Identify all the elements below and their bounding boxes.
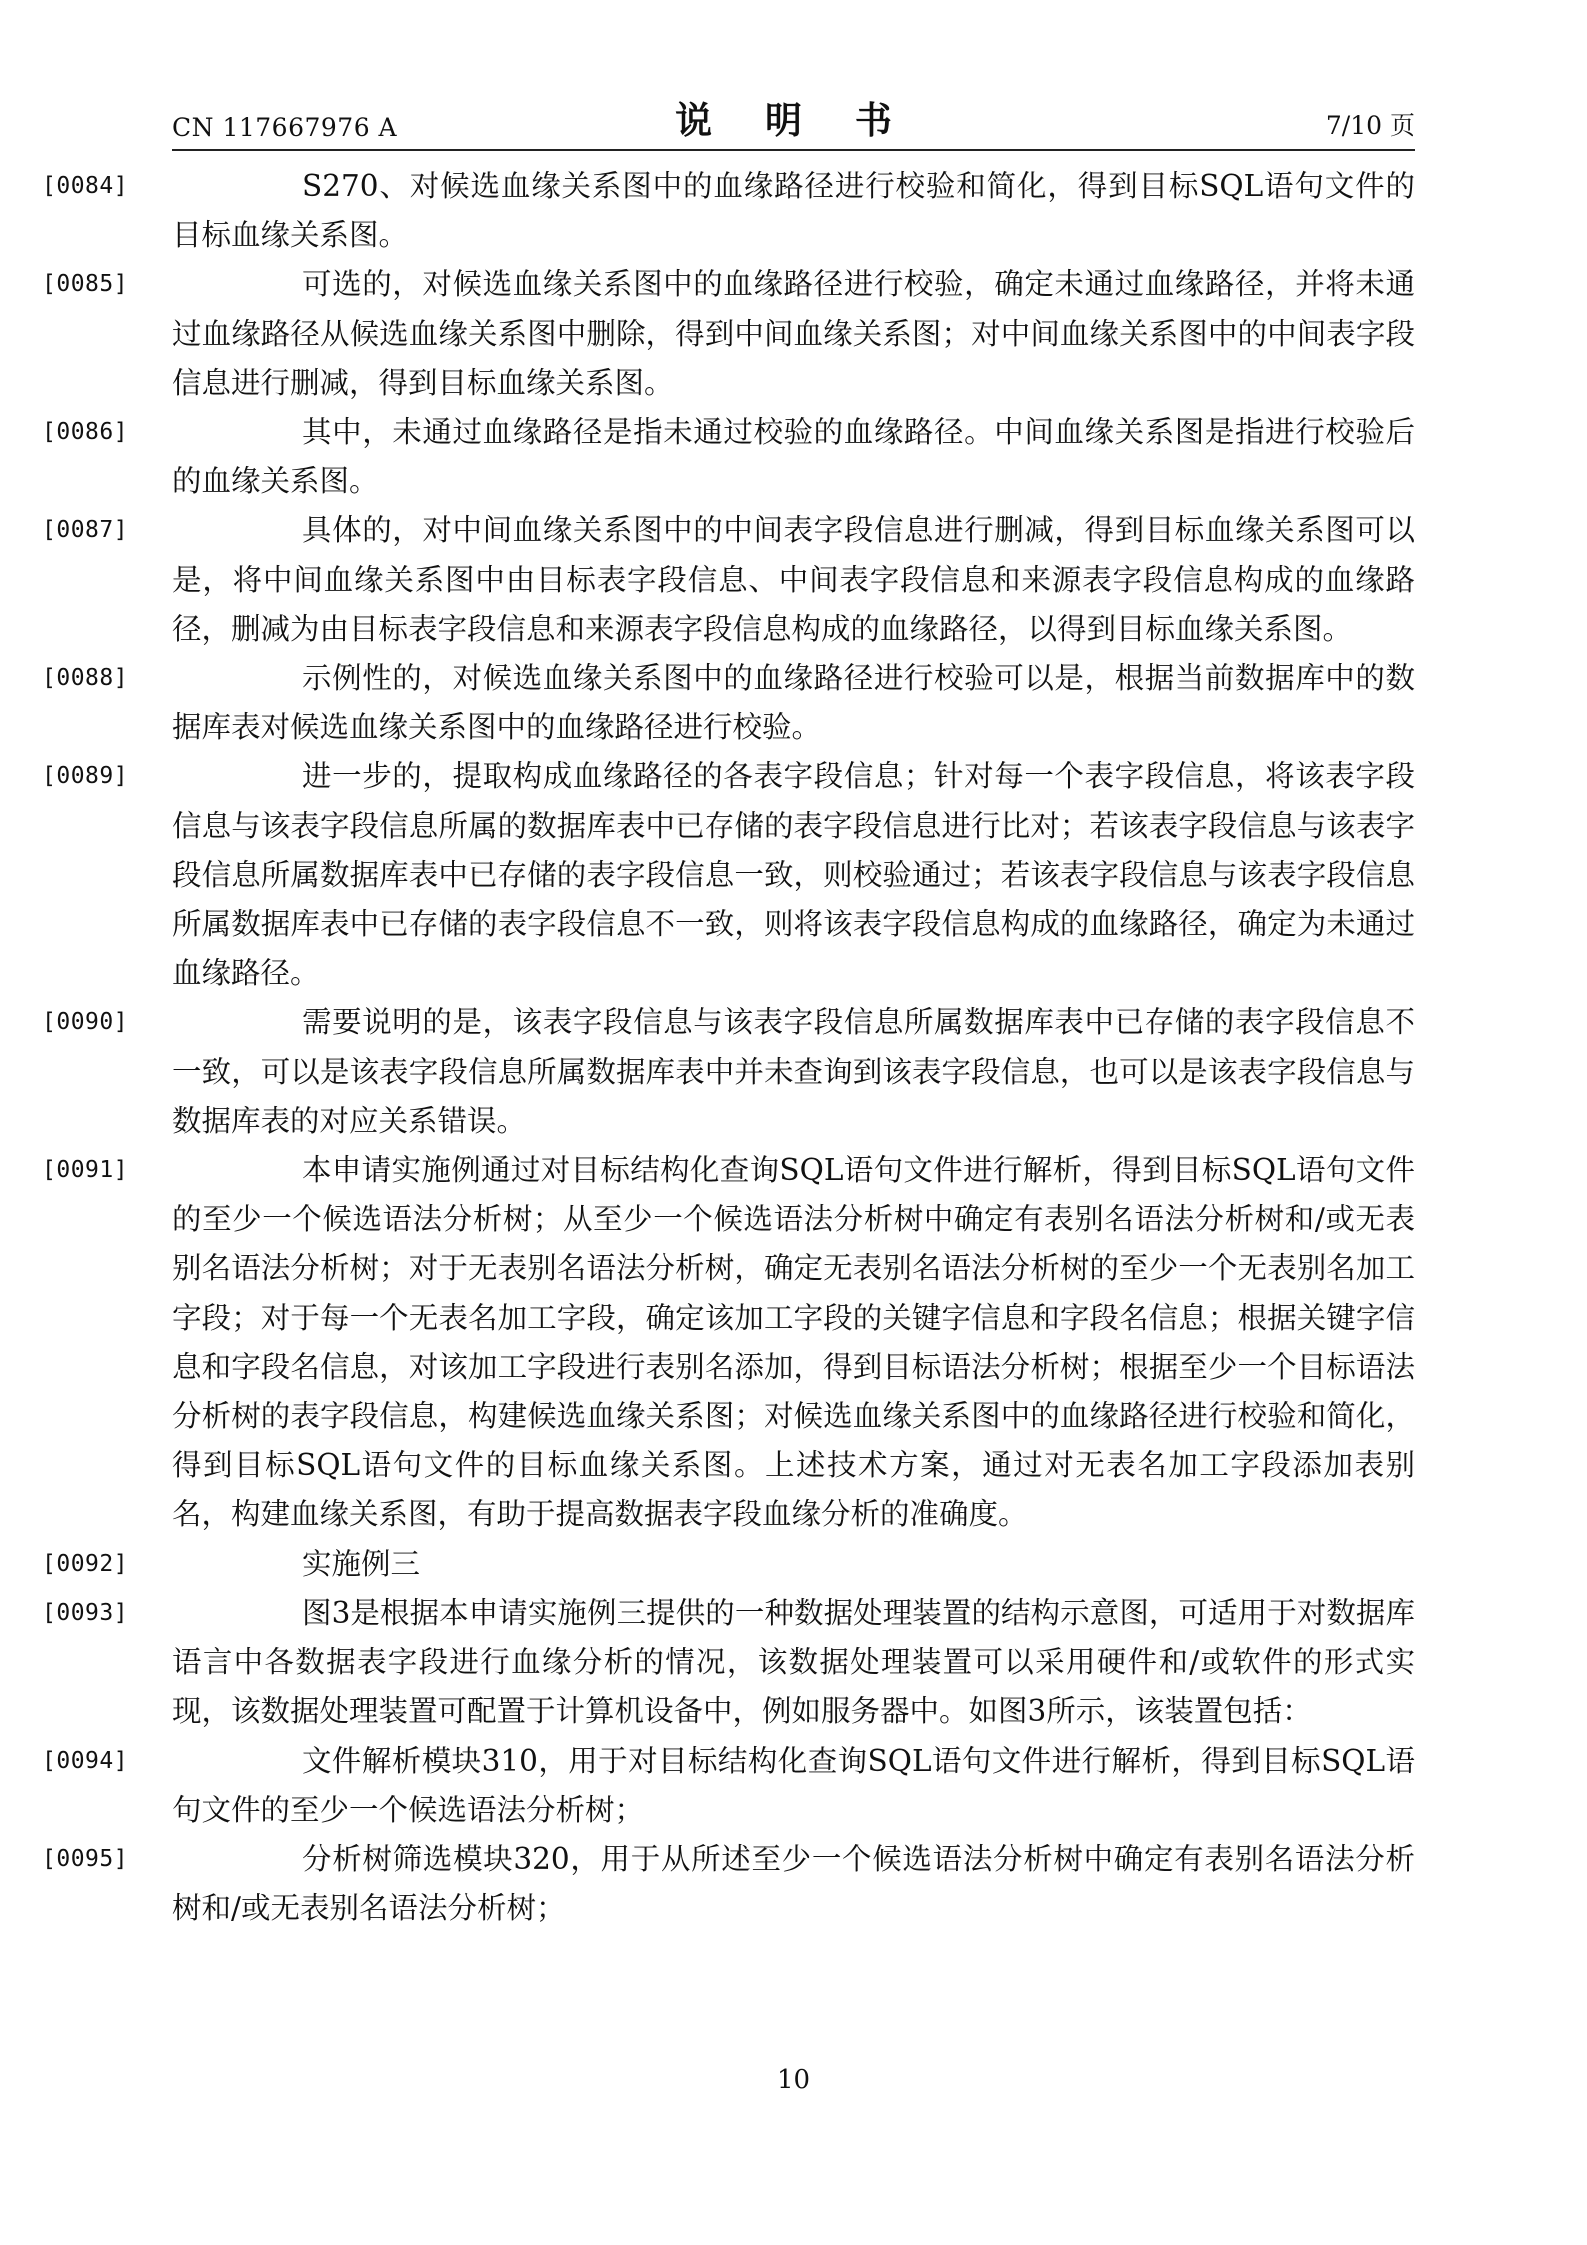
paragraph-number: [0095] (42, 1845, 129, 1872)
paragraph-number: [0087] (42, 517, 129, 544)
paragraph-number: [0090] (42, 1009, 129, 1036)
paragraph-number: [0086] (42, 419, 129, 446)
paragraph-0095 (42, 1835, 1415, 1933)
paragraph-0086 (42, 408, 1415, 506)
paragraph-text: S270、对候选血缘关系图中的血缘路径进行校验和简化，得到目标SQL语句文件的目标血缘关系图。 (172, 169, 1415, 253)
paragraph-text: 示例性的，对候选血缘关系图中的血缘路径进行校验可以是，根据当前数据库中的数据库表对候选血缘关系图中的血缘路径进行校验。 (172, 661, 1415, 745)
paragraph-number: [0085] (42, 271, 129, 298)
paragraph-text: 需要说明的是，该表字段信息与该表字段信息所属数据库表中已存储的表字段信息不一致，可以是该表字段信息所属数据库表中并未查询到该表字段信息，也可以是该表字段信息与数据库表的对应关系错误。 (172, 1005, 1415, 1138)
document-title: 说 明 书 (675, 99, 912, 142)
paragraph-text: 分析树筛选模块320，用于从所述至少一个候选语法分析树中确定有表别名语法分析树和/或无表别名语法分析树； (172, 1841, 1415, 1926)
page-number: 10 (776, 2065, 811, 2095)
paragraph-text: 进一步的，提取构成血缘路径的各表字段信息；针对每一个表字段信息，将该表字段信息与该表字段信息所属的数据库表中已存储的表字段信息进行比对；若该表字段信息与该表字段信息所属数据库表中已存储的表字段信息一致，则校验通过；若该表字段信息与该表字段信息所属数据库表中已存储的表字段信息不一致，则将该表字段信息构成的血缘路径，确定为未通过血缘路径。 (172, 759, 1415, 991)
paragraph-0090 (42, 998, 1415, 1146)
paragraph-text: 具体的，对中间血缘关系图中的中间表字段信息进行删减，得到目标血缘关系图可以是，将中间血缘关系图中由目标表字段信息、中间表字段信息和来源表字段信息构成的血缘路径，删减为由目标表字段信息和来源表字段信息构成的血缘路径，以得到目标血缘关系图。 (172, 513, 1415, 646)
paragraph-number: [0089] (42, 763, 129, 790)
paragraph-number: [0084] (42, 173, 129, 199)
paragraph-0085 (42, 260, 1415, 408)
paragraph-0094 (42, 1737, 1415, 1835)
paragraph-0091 (42, 1146, 1416, 1540)
paragraph-number: [0093] (42, 1599, 129, 1626)
paragraph-0088 (42, 654, 1415, 752)
paragraph-number: [0094] (42, 1747, 129, 1774)
publication-number: CN 117667976 A (172, 113, 398, 142)
paragraph-text: 可选的，对候选血缘关系图中的血缘路径进行校验，确定未通过血缘路径，并将未通过血缘路径从候选血缘关系图中删除，得到中间血缘关系图；对中间血缘关系图中的中间表字段信息进行删减，得到目标血缘关系图。 (172, 267, 1415, 400)
paragraph-number: [0092] (42, 1550, 129, 1577)
document-body (42, 162, 1416, 1933)
paragraph-text: 本申请实施例通过对目标结构化查询SQL语句文件进行解析，得到目标SQL语句文件的至少一个候选语法分析树；从至少一个候选语法分析树中确定有表别名语法分析树和/或无表别名语法分析树；对于无表别名语法分析树，确定无表别名语法分析树的至少一个无表别名加工字段；对于每一个无表名加工字段，确定该加工字段的关键字信息和字段名信息；根据关键字信息和字段名信息，对该加工字段进行表别名添加，得到目标语法分析树；根据至少一个目标语法分析树的表字段信息，构建候选血缘关系图；对候选血缘关系图中的血缘路径进行校验和简化，得到目标SQL语句文件的目标血缘关系图。上述技术方案，通过对无表名加工字段添加表别名，构建血缘关系图，有助于提高数据表字段血缘分析的准确度。 (172, 1153, 1416, 1532)
section-heading: 实施例三 (302, 1546, 421, 1581)
page-count: 7/10 页 (1325, 111, 1415, 140)
paragraph-number: [0091] (42, 1157, 129, 1184)
paragraph-text: 图3是根据本申请实施例三提供的一种数据处理装置的结构示意图，可适用于对数据库语言中各数据表字段进行血缘分析的情况，该数据处理装置可以采用硬件和/或软件的形式实现，该数据处理装置可配置于计算机设备中，例如服务器中。如图3所示，该装置包括： (172, 1595, 1415, 1729)
paragraph-text: 其中，未通过血缘路径是指未通过校验的血缘路径。中间血缘关系图是指进行校验后的血缘关系图。 (172, 415, 1415, 499)
paragraph-number: [0088] (42, 665, 129, 692)
paragraph-0093 (42, 1589, 1415, 1737)
paragraph-0092 (42, 1540, 1415, 1589)
page-header (172, 88, 1415, 150)
paragraph-0084 (42, 162, 1415, 260)
paragraph-0087 (42, 506, 1415, 654)
paragraph-text: 文件解析模块310，用于对目标结构化查询SQL语句文件进行解析，得到目标SQL语句文件的至少一个候选语法分析树； (172, 1743, 1415, 1827)
header-divider (172, 149, 1415, 151)
paragraph-0089 (42, 752, 1415, 998)
